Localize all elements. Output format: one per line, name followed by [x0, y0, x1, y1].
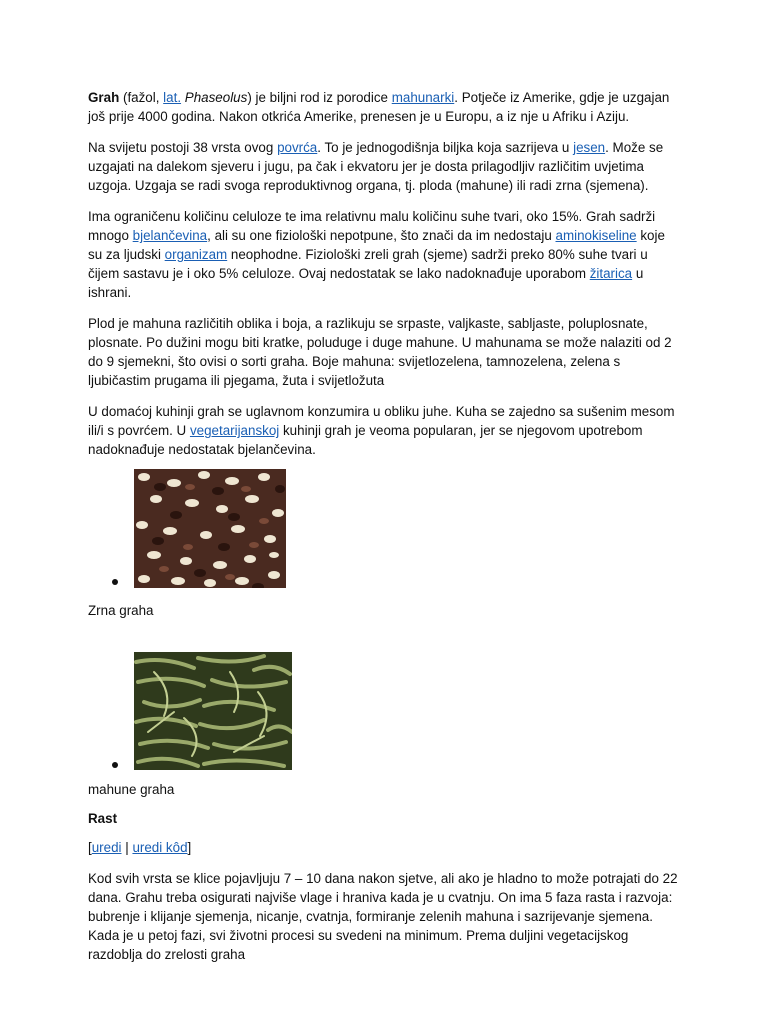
text: Ima ograničenu količinu celuloze te ima relativnu malu količinu suhe tvari, oko 15%. Grah sadrži mnogo: [88, 209, 656, 243]
paragraph-cuisine: [88, 402, 680, 459]
text: kuhinji grah je veoma popularan, jer se njegovom upotrebom nadoknađuje nedostatak bjelančevina.: [88, 423, 643, 457]
link-uredi[interactable]: uredi: [91, 840, 122, 855]
paragraph-pods: Plod je mahuna različitih oblika i boja, a razlikuju se srpaste, valjkaste, sabljaste, poluplosnate, plosnate. Po dužini mogu biti kratke, poluduge i duge mahune. U mahunama se može nalaziti od 2 do 9 sjemekni, što ovisi o sorti graha. Boje mahuna: svijetlozelena, tamnozelena, zelena s ljubičastim prugama ili pjegama, žuta i svijetložuta: [88, 316, 672, 388]
link-bjelancevina[interactable]: bjelančevina: [132, 228, 208, 243]
paragraph-composition: [88, 207, 680, 302]
link-jesen[interactable]: jesen: [573, 140, 606, 155]
text: U domaćoj kuhinji grah se uglavnom konzumira u obliku juhe. Kuha se zajedno sa sušenim mesom ili/i s povrćem. U: [88, 404, 675, 438]
figure-caption-beans: Zrna graha: [88, 603, 154, 618]
paragraph-species: [88, 138, 680, 195]
link-aminokiseline[interactable]: aminokiseline: [555, 228, 637, 243]
link-zitarica[interactable]: žitarica: [589, 266, 633, 281]
text: , ali su one fiziološki nepotpune, što znači da im nedostaju: [207, 228, 556, 243]
figure-caption-pods: mahune graha: [88, 782, 175, 797]
paragraph-growth: Kod svih vrsta se klice pojavljuju 7 – 10 dana nakon sjetve, ali ako je hladno to može potrajati do 22 dana. Grahu treba osigurati najviše vlage i hraniva kada je u cvatnju. On ima 5 faza rasta i razvoja: bubrenje i klijanje sjemenja, nicanje, cvatnja, formiranje zelenih mahuna i sazrijevanje sjemena. Kada je u petoj fazi, svi životni procesi su svedeni na minimum. Prema duljini vegetacijskog razdoblja do zrelosti graha: [88, 871, 678, 962]
text: ) je biljni rod iz porodice: [247, 90, 392, 105]
bullet-icon: [112, 762, 118, 768]
text: (fažol,: [119, 90, 164, 105]
text: koje su za ljudski: [88, 228, 665, 262]
beans-photo[interactable]: [134, 469, 286, 588]
text: Na svijetu postoji 38 vrsta ovog: [88, 140, 278, 155]
edit-links: [88, 838, 680, 857]
pods-texture: [134, 652, 292, 770]
beans-texture: [134, 469, 286, 588]
article: [88, 88, 680, 976]
link-lat[interactable]: lat.: [163, 90, 182, 105]
link-organizam[interactable]: organizam: [164, 247, 228, 262]
link-povrca[interactable]: povrća: [277, 140, 318, 155]
latin-name: Phaseolus: [184, 90, 248, 105]
text: [: [88, 840, 92, 855]
text: . Potječe iz Amerike, gdje je uzgajan još prije 4000 godina. Nakon otkrića Amerike, prenesen je u Europu, a iz nje u Afriku i Aziju.: [88, 90, 670, 124]
heading-text: Rast: [88, 811, 118, 826]
text: u ishrani.: [88, 266, 644, 300]
bullet-icon: [112, 579, 118, 585]
section-heading-rast: [88, 809, 680, 828]
figure-beans: [88, 469, 680, 601]
link-mahunarki[interactable]: mahunarki: [391, 90, 455, 105]
term-grah: Grah: [88, 90, 120, 105]
text: ]: [187, 840, 192, 855]
link-uredi-kod[interactable]: uredi kôd: [132, 840, 188, 855]
pods-photo[interactable]: [134, 652, 292, 770]
text: . To je jednogodišnja biljka koja sazrijeva u: [317, 140, 574, 155]
text: . Može se uzgajati na dalekom sjeveru i jugu, pa čak i ekvatoru jer je dosta prilagodljiv različitim uvjetima uzgoja. Uzgaja se radi svoga reproduktivnog organa, tj. ploda (mahune) ili radi zrna (sjemena).: [88, 140, 664, 193]
paragraph-intro: [88, 88, 680, 126]
text: |: [121, 840, 133, 855]
figure-pods: [88, 652, 680, 782]
link-vegetarijanskoj[interactable]: vegetarijanskoj: [189, 423, 280, 438]
text: neophodne. Fiziološki zreli grah (sjeme) sadrži preko 80% suhe tvari u čijem sastavu je i oko 5% celuloze. Ovaj nedostatak se lako nadoknađuje uporabom: [88, 247, 648, 281]
